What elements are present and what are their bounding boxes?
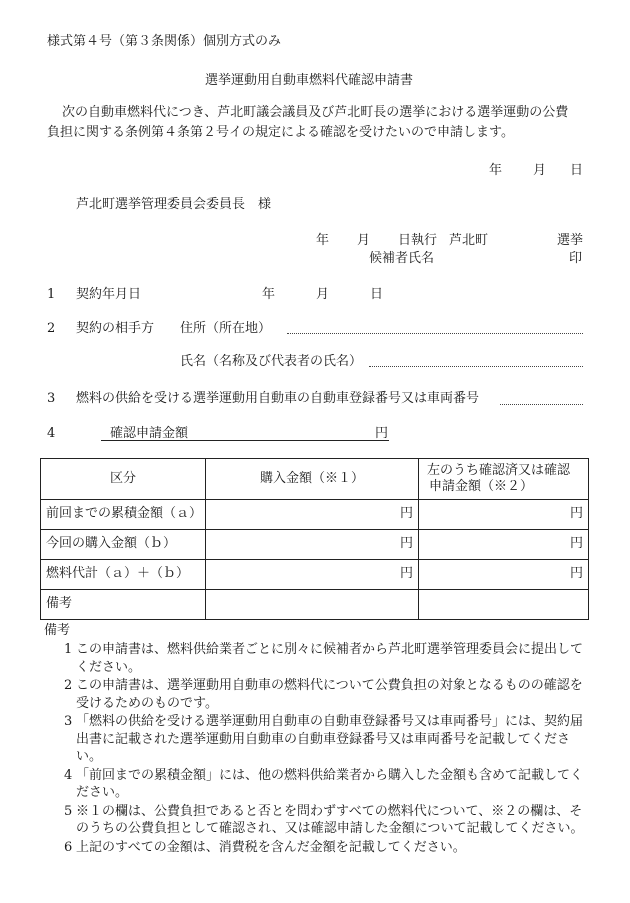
address-label: 住所（所在地） <box>180 321 272 336</box>
note-item <box>47 767 592 802</box>
contract-month: 月 <box>316 287 330 302</box>
note-text: 「前回までの累積金額」には、他の燃料供給業者から購入した金額も含めて記載してください。 <box>76 767 584 800</box>
election-town: 芦北町 <box>449 233 489 248</box>
intro-text-line1: 次の自動車燃料代につき、芦北町議会議員及び芦北町長の選挙における選挙運動の公費 <box>62 105 569 120</box>
note-item <box>47 641 592 676</box>
date-year: 年 <box>489 163 503 178</box>
table-header-row <box>41 459 589 500</box>
note-text: この申請書は、燃料供給業者ごとに別々に候補者から芦北町選挙管理委員会に提出してください。 <box>76 642 584 675</box>
contract-party-label: 契約の相手方 <box>76 321 155 336</box>
remarks-cell[interactable] <box>419 590 589 620</box>
item2-number: 2 <box>47 321 56 336</box>
election-month: 月 <box>357 233 371 248</box>
application-amount-label: 確認申請金額 <box>110 426 189 441</box>
contract-date-label: 契約年月日 <box>76 287 142 302</box>
application-amount-unit: 円 <box>375 426 389 441</box>
note-text: この申請書は、選挙運動用自動車の燃料代について公費負担の対象となるものの確認を受けるためのものです。 <box>76 678 583 711</box>
date-day: 日 <box>570 163 584 178</box>
purchase-amount-cell[interactable]: 円 <box>206 500 419 530</box>
vehicle-number-label: 燃料の供給を受ける選挙運動用自動車の自動車登録番号又は車両番号 <box>76 391 480 406</box>
date-month: 月 <box>533 163 547 178</box>
item1-number: 1 <box>47 287 56 302</box>
header-confirmed-amount: 左のうち確認済又は確認 申請金額（※２） <box>419 459 589 500</box>
header-purchase-amount: 購入金額（※１） <box>206 459 419 500</box>
note-number: 3 <box>64 714 73 729</box>
note-text: 「燃料の供給を受ける選挙運動用自動車の自動車登録番号又は車両番号」には、契約届出書に記載された選挙運動用自動車の自動車登録番号又は車両番号を記載してください。 <box>76 714 584 764</box>
table-row <box>41 560 589 590</box>
notes-heading: 備考 <box>44 623 71 638</box>
party-name-field[interactable] <box>369 366 583 367</box>
purchase-amount-cell[interactable]: 円 <box>206 530 419 560</box>
note-item <box>47 803 592 838</box>
notes-section <box>44 622 592 857</box>
document-title: 選挙運動用自動車燃料代確認申請書 <box>205 73 414 88</box>
note-number: 5 <box>64 803 73 819</box>
candidate-name-label: 候補者氏名 <box>369 251 435 266</box>
note-text: 上記のすべての金額は、消費税を含んだ金額を記載してください。 <box>76 839 466 855</box>
note-item <box>47 677 592 712</box>
contract-day: 日 <box>370 287 384 302</box>
table-row <box>41 500 589 530</box>
note-item <box>47 839 592 857</box>
address-field[interactable] <box>287 333 583 334</box>
note-number: 2 <box>64 678 73 693</box>
row-label: 燃料代計（ａ）＋（ｂ） <box>41 560 206 590</box>
vehicle-number-field[interactable] <box>500 404 583 405</box>
purchase-amount-cell[interactable]: 円 <box>206 560 419 590</box>
addressee: 芦北町選挙管理委員会委員長 様 <box>76 197 272 212</box>
row-label: 今回の購入金額（ｂ） <box>41 530 206 560</box>
confirmed-amount-cell[interactable]: 円 <box>419 530 589 560</box>
party-name-label: 氏名（名称及び代表者の氏名） <box>180 354 363 369</box>
note-text: ※１の欄は、公費負担であると否とを問わずすべての燃料代について、※２の欄は、そのうちの公費負担として確認され、又は確認申請した金額について記載してください。 <box>76 803 584 836</box>
application-amount-field[interactable] <box>101 440 389 441</box>
table-row-remarks <box>41 590 589 620</box>
row-label: 前回までの累積金額（ａ） <box>41 500 206 530</box>
item3-number: 3 <box>47 391 56 406</box>
intro-text-line2: 負担に関する条例第４条第２号イの規定による確認を受けたいので申請します。 <box>47 125 514 140</box>
remarks-cell[interactable] <box>206 590 419 620</box>
form-number: 様式第４号（第３条関係）個別方式のみ <box>47 34 282 49</box>
seal-mark: 印 <box>569 251 583 266</box>
item4-number: 4 <box>47 426 56 441</box>
note-number: 4 <box>64 767 73 783</box>
header-category: 区分 <box>41 459 206 500</box>
confirmed-amount-cell[interactable]: 円 <box>419 560 589 590</box>
contract-year: 年 <box>262 287 276 302</box>
election-year: 年 <box>316 233 330 248</box>
note-number: 6 <box>64 839 73 855</box>
note-item <box>47 713 592 766</box>
fuel-cost-table <box>40 458 589 620</box>
election-type: 選挙 <box>557 233 584 248</box>
remarks-label: 備考 <box>41 590 206 620</box>
note-number: 1 <box>64 642 73 657</box>
confirmed-amount-cell[interactable]: 円 <box>419 500 589 530</box>
table-row <box>41 530 589 560</box>
election-executed: 日執行 <box>398 233 438 248</box>
